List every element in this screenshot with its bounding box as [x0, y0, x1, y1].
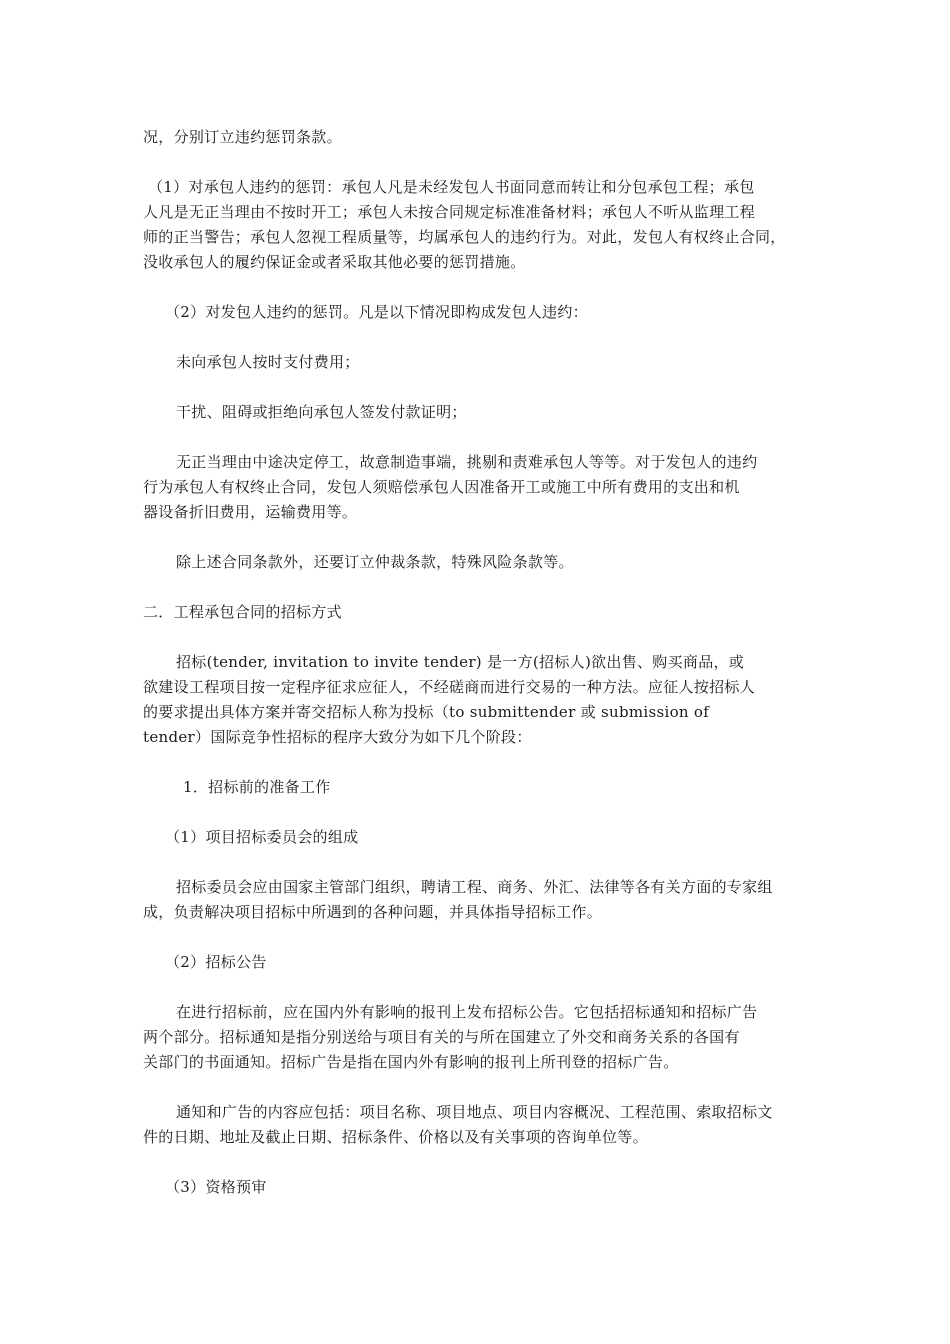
section-heading: 二．工程承包合同的招标方式 [143, 603, 342, 621]
paragraph-line: 况，分别订立违约惩罚条款。 [143, 128, 342, 146]
paragraph-line: 招标委员会应由国家主管部门组织，聘请工程、商务、外汇、法律等各有关方面的专家组 [176, 878, 773, 896]
paragraph-line: （1）对承包人违约的惩罚：承包人凡是未经发包人书面同意而转让和分包承包工程；承包 [148, 178, 755, 196]
paragraph-line: 通知和广告的内容应包括：项目名称、项目地点、项目内容概况、工程范围、索取招标文 [176, 1103, 773, 1121]
paragraph-line: 除上述合同条款外，还要订立仲裁条款，特殊风险条款等。 [176, 553, 574, 571]
paragraph-line: 没收承包人的履约保证金或者采取其他必要的惩罚措施。 [143, 253, 526, 271]
paragraph-line: 师的正当警告；承包人忽视工程质量等，均属承包人的违约行为。对此，发包人有权终止合同， [143, 228, 786, 246]
paragraph-line: 无正当理由中途决定停工，故意制造事端，挑剔和责难承包人等等。对于发包人的违约 [176, 453, 758, 471]
paragraph-line: 件的日期、地址及截止日期、招标条件、价格以及有关事项的咨询单位等。 [143, 1128, 648, 1146]
paragraph-line: 关部门的书面通知。招标广告是指在国内外有影响的报刊上所刊登的招标广告。 [143, 1053, 679, 1071]
paragraph-line: 在进行招标前，应在国内外有影响的报刊上发布招标公告。它包括招标通知和招标广告 [176, 1003, 758, 1021]
paragraph-line: 成，负责解决项目招标中所遇到的各种问题，并具体指导招标工作。 [143, 903, 603, 921]
paragraph-line: 欲建设工程项目按一定程序征求应征人，不经磋商而进行交易的一种方法。应征人按招标人 [143, 678, 756, 696]
paragraph-line: 器设备折旧费用，运输费用等。 [143, 503, 358, 521]
paragraph-line: tender）国际竞争性招标的程序大致分为如下几个阶段： [143, 728, 532, 746]
paragraph-line: 的要求提出具体方案并寄交招标人称为投标（to submittender 或 submission of [143, 703, 710, 721]
subsection-heading: （1）项目招标委员会的组成 [165, 828, 359, 846]
paragraph-line: （2）对发包人违约的惩罚。凡是以下情况即构成发包人违约： [165, 303, 588, 321]
subsection-heading: （3）资格预审 [165, 1178, 267, 1196]
paragraph-line: 干扰、阻碍或拒绝向承包人签发付款证明； [176, 403, 467, 421]
subsection-heading: 1．招标前的准备工作 [183, 778, 331, 796]
paragraph-line: 人凡是无正当理由不按时开工；承包人未按合同规定标准准备材料；承包人不听从监理工程 [143, 203, 756, 221]
paragraph-line: 招标(tender, invitation to invite tender) 是一方(招标人)欲出售、购买商品，或 [176, 653, 745, 671]
paragraph-line: 两个部分。招标通知是指分别送给与项目有关的与所在国建立了外交和商务关系的各国有 [143, 1028, 740, 1046]
subsection-heading: （2）招标公告 [165, 953, 267, 971]
paragraph-line: 未向承包人按时支付费用； [176, 353, 360, 371]
paragraph-line: 行为承包人有权终止合同，发包人须赔偿承包人因准备开工或施工中所有费用的支出和机 [143, 478, 740, 496]
